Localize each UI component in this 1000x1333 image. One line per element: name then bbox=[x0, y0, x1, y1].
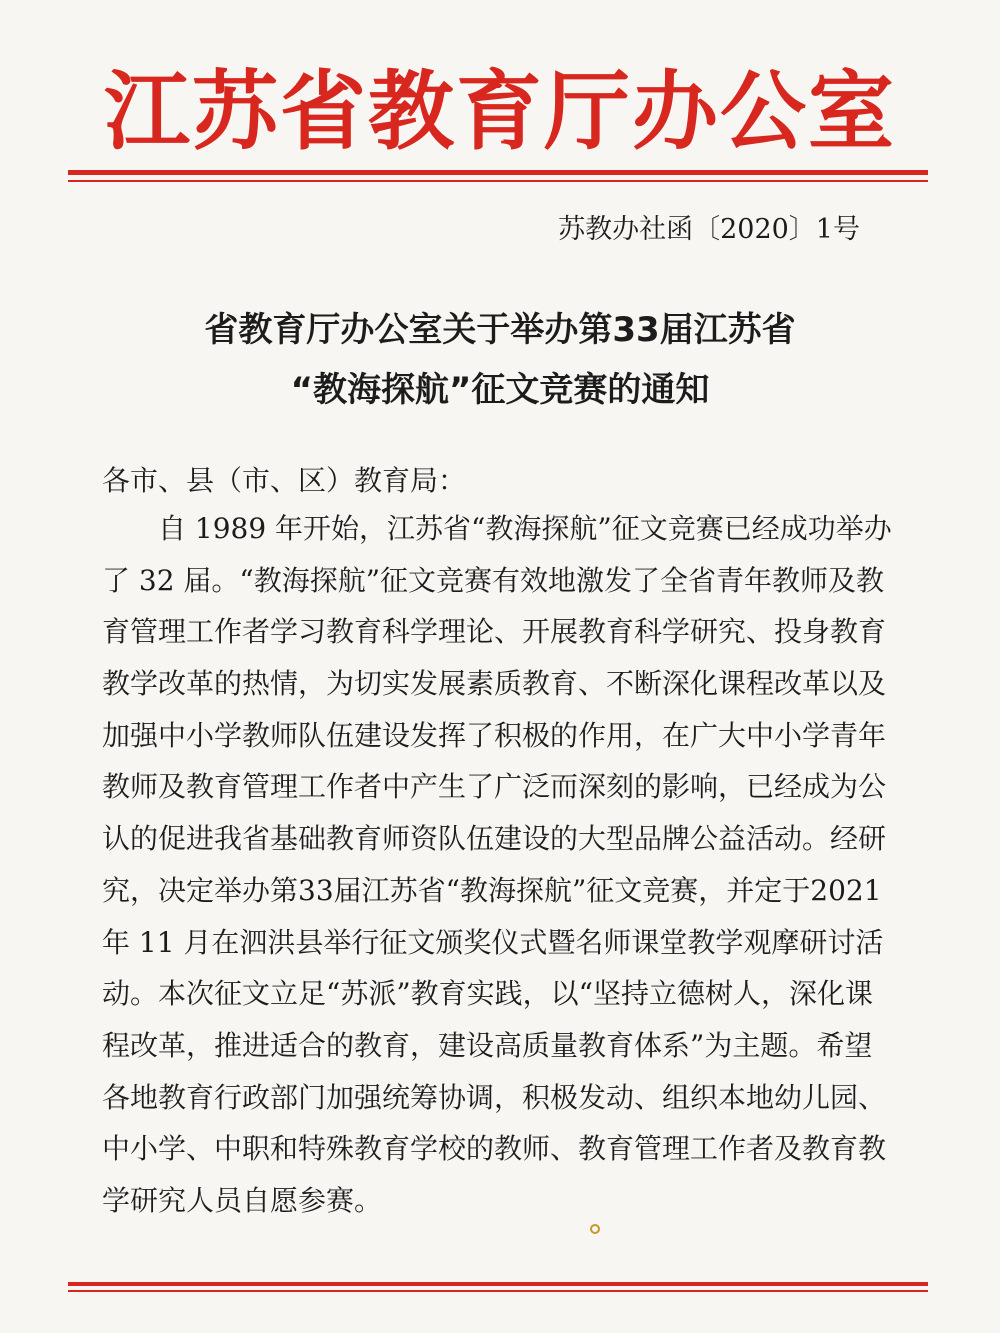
body-paragraph bbox=[102, 503, 892, 1227]
body-line: 中小学、中职和特殊教育学校的教师、教育管理工作者及教育教 bbox=[102, 1132, 887, 1166]
body-line: 育管理工作者学习教育科学理论、开展教育科学研究、投身教育 bbox=[102, 615, 887, 649]
document-number: 苏教办社函〔2020〕1号 bbox=[558, 214, 860, 245]
body-line: 加强中小学教师队伍建设发挥了积极的作用，在广大中小学青年 bbox=[102, 718, 887, 752]
header-red-rule-thin bbox=[68, 180, 928, 182]
body-line: 了 32 届。“教海探航”征文竞赛有效地激发了全省青年教师及教 bbox=[102, 563, 885, 597]
body-line: 动。本次征文立足“苏派”教育实践，以“坚持立德树人，深化课 bbox=[102, 977, 873, 1011]
document-title bbox=[0, 300, 1000, 420]
header-red-rule-thick bbox=[68, 170, 928, 175]
footer-red-rule-thick bbox=[68, 1282, 928, 1286]
body-line: 自 1989 年开始，江苏省“教海探航”征文竞赛已经成功举办 bbox=[158, 512, 892, 545]
body-line: 各地教育行政部门加强统筹协调，积极发动、组织本地幼儿园、 bbox=[102, 1080, 887, 1114]
body-line: 教师及教育管理工作者中产生了广泛而深刻的影响，已经成为公 bbox=[102, 770, 887, 804]
decorative-dot bbox=[590, 1224, 600, 1234]
body-line: 教学改革的热情，为切实发展素质教育、不断深化课程改革以及 bbox=[102, 667, 887, 701]
title-line-2: “教海探航”征文竞赛的通知 bbox=[290, 370, 710, 410]
body-line: 认的促进我省基础教育师资队伍建设的大型品牌公益活动。经研 bbox=[102, 822, 887, 856]
body-line: 程改革，推进适合的教育，建设高质量教育体系”为主题。希望 bbox=[102, 1028, 873, 1062]
masthead-office-name: 江苏省教育厅办公室 bbox=[104, 62, 896, 162]
body-line: 学研究人员自愿参赛。 bbox=[102, 1183, 383, 1217]
title-line-1: 省教育厅办公室关于举办第33届江苏省 bbox=[204, 310, 796, 350]
footer-red-rule-thin bbox=[68, 1290, 928, 1292]
salutation: 各市、县（市、区）教育局： bbox=[102, 464, 467, 497]
body-line: 年 11 月在泗洪县举行征文颁奖仪式暨名师课堂教学观摩研讨活 bbox=[102, 925, 884, 959]
body-line: 究，决定举办第33届江苏省“教海探航”征文竞赛，并定于2021 bbox=[102, 873, 882, 907]
